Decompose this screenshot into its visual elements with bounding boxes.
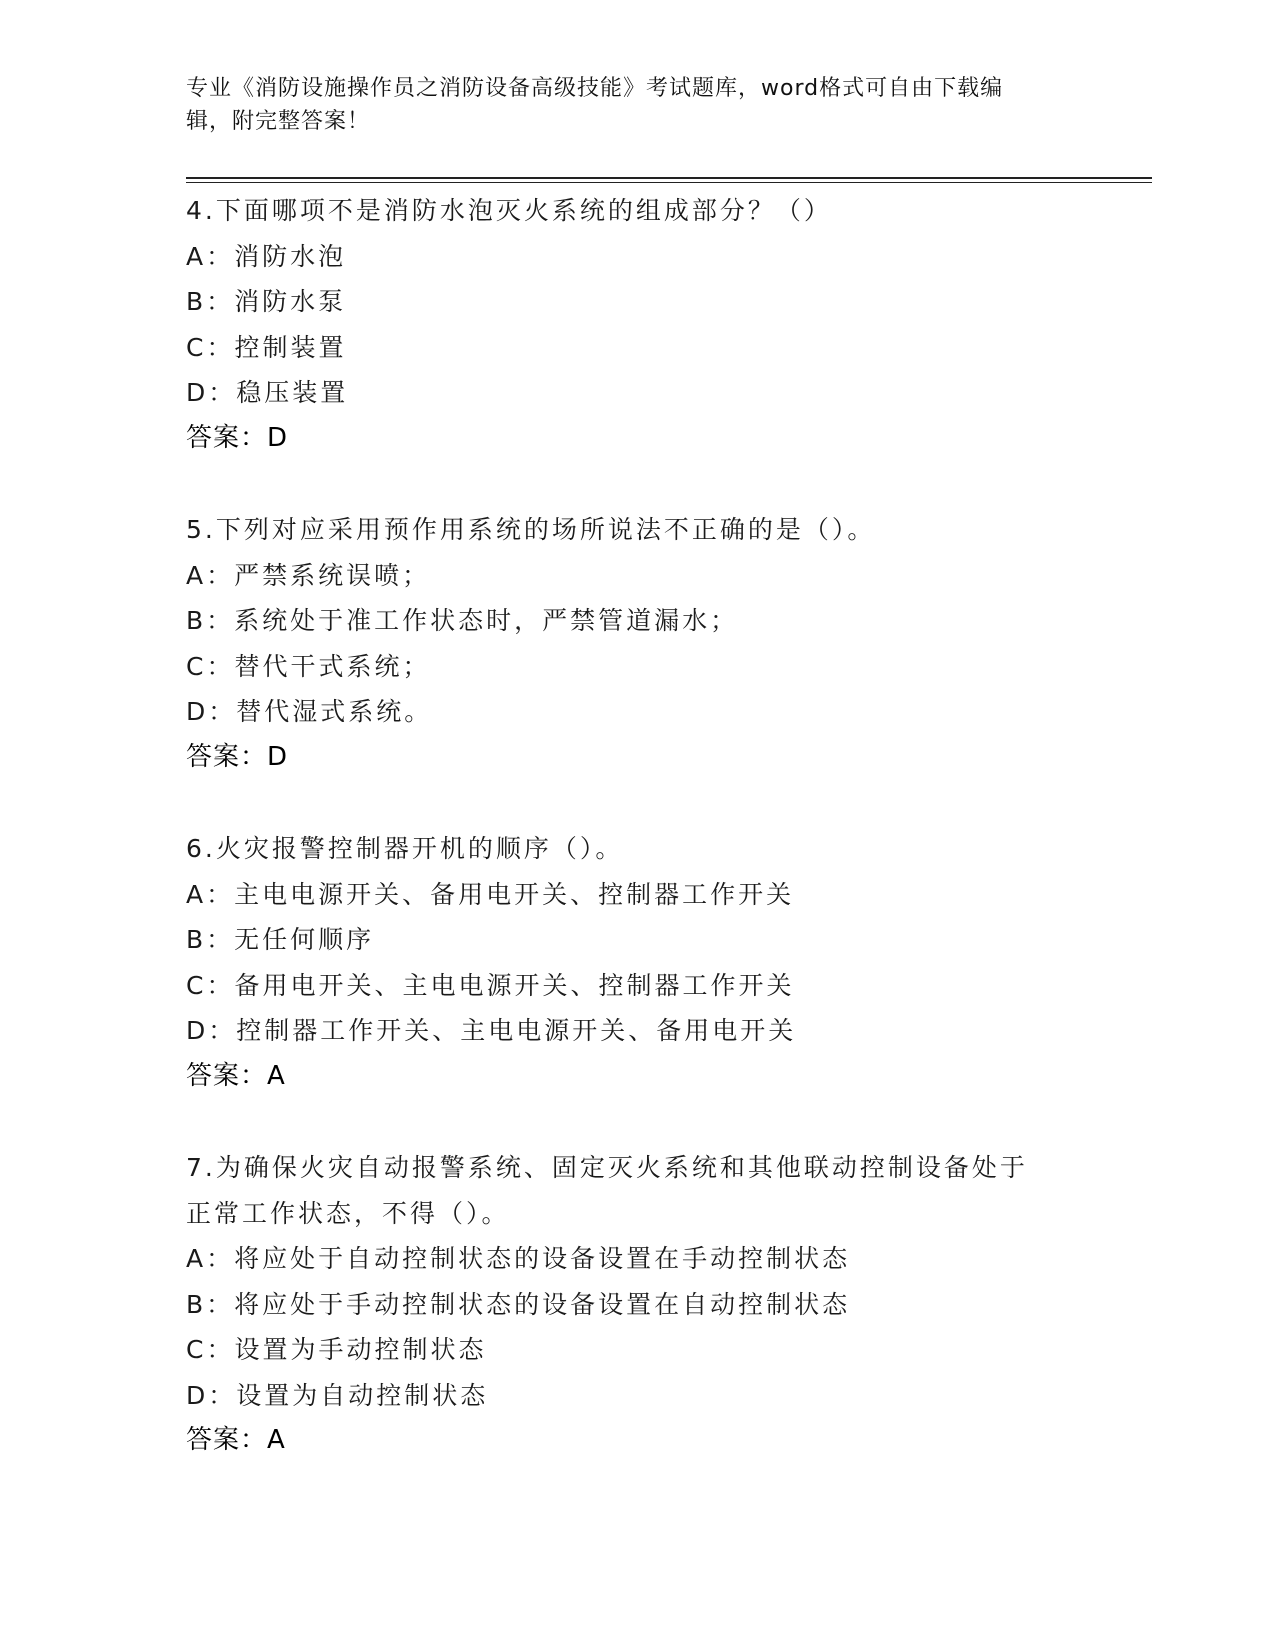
header-line-1: 专业《消防设施操作员之消防设备高级技能》考试题库，word格式可自由下载编 bbox=[186, 76, 1004, 101]
answer-label: 答案：D bbox=[186, 741, 289, 772]
option-d: D：控制器工作开关、主电电源开关、备用电开关 bbox=[186, 1016, 797, 1045]
option-c: C：控制装置 bbox=[186, 332, 347, 362]
option-c: C：备用电开关、主电电源开关、控制器工作开关 bbox=[186, 970, 795, 1000]
header-divider-thick bbox=[186, 177, 1152, 179]
question-4 bbox=[186, 188, 1146, 461]
question-stem: 6.火灾报警控制器开机的顺序（）。 bbox=[186, 834, 624, 863]
option-b: B：系统处于准工作状态时，严禁管道漏水； bbox=[186, 606, 739, 635]
question-stem-line-2: 正常工作状态，不得（）。 bbox=[186, 1198, 510, 1228]
option-a: A：将应处于自动控制状态的设备设置在手动控制状态 bbox=[186, 1244, 851, 1273]
option-d: D：稳压装置 bbox=[186, 378, 349, 407]
option-a: A：消防水泡 bbox=[186, 241, 347, 271]
answer-label: 答案：A bbox=[186, 1060, 286, 1091]
option-a: A：主电电源开关、备用电开关、控制器工作开关 bbox=[186, 879, 795, 909]
option-b: B：将应处于手动控制状态的设备设置在自动控制状态 bbox=[186, 1289, 851, 1319]
answer-label: 答案：D bbox=[186, 422, 289, 453]
option-b: B：无任何顺序 bbox=[186, 925, 375, 954]
option-d: D：设置为自动控制状态 bbox=[186, 1380, 489, 1410]
question-7 bbox=[186, 1145, 1146, 1464]
question-list bbox=[186, 188, 1146, 1510]
option-c: C：替代干式系统； bbox=[186, 651, 431, 681]
question-stem: 4.下面哪项不是消防水泡灭火系统的组成部分？（） bbox=[186, 196, 832, 225]
header-divider-thin bbox=[186, 182, 1152, 183]
question-5 bbox=[186, 507, 1146, 780]
option-a: A：严禁系统误喷； bbox=[186, 560, 431, 590]
answer-label: 答案：A bbox=[186, 1425, 286, 1455]
option-b: B：消防水泵 bbox=[186, 287, 347, 316]
header-line-2: 辑，附完整答案！ bbox=[186, 109, 371, 134]
question-6 bbox=[186, 826, 1146, 1099]
document-header bbox=[186, 72, 1066, 138]
option-c: C：设置为手动控制状态 bbox=[186, 1335, 487, 1364]
question-stem-line-1: 7.为确保火灾自动报警系统、固定灭火系统和其他联动控制设备处于 bbox=[186, 1153, 1028, 1182]
option-d: D：替代湿式系统。 bbox=[186, 697, 433, 726]
question-stem: 5.下列对应采用预作用系统的场所说法不正确的是（）。 bbox=[186, 515, 876, 544]
